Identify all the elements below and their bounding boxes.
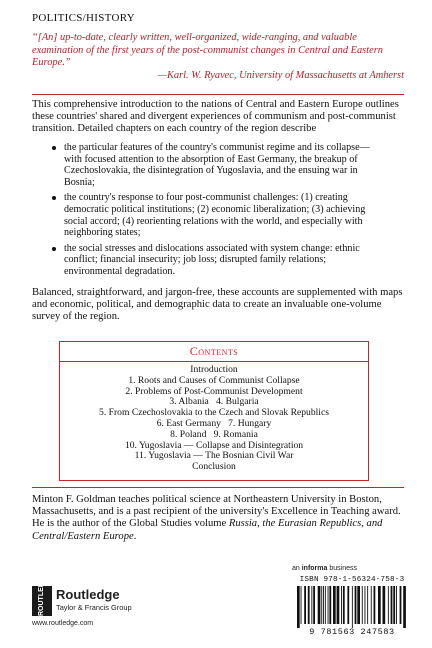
contents-item: 5. From Czechoslovakia to the Czech and Slovak Republics [99, 407, 329, 419]
barcode-block [293, 576, 411, 640]
author-bio-text: Minton F. Goldman teaches political science at Northeastern University in Boston, Massachusetts, and is a past recipient of the university's Excellence in Teaching award. He is the author of the Global Studies volume [32, 494, 401, 530]
contents-heading: Contents [189, 344, 239, 358]
contents-item: Conclusion [192, 461, 236, 473]
author-bio [32, 494, 408, 543]
barcode-icon [293, 586, 411, 628]
ean-number: 9 781563 247583 [309, 627, 395, 637]
list-item: the country's response to four post-communist challenges: (1) creating democratic political institutions; (2) economic liberalization; (3) achieving social accord; (4) reorienting relations with the world, and especially with neighboring states; [52, 192, 372, 238]
publisher-name: Routledge [56, 587, 120, 602]
list-item: the particular features of the country's communist regime and its collapse—with focused attention to the absorption of East Germany, the breakup of Czechoslovakia, the disintegration of Yugoslavia, and the ensuing war in Bosnia; [52, 142, 372, 188]
contents-item: 2. Problems of Post-Communist Development [125, 385, 303, 397]
contents-box [59, 341, 369, 481]
contents-divider [60, 361, 368, 362]
contents-list [60, 365, 368, 473]
contents-item: 10. Yugoslavia — Collapse and Disintegration [124, 439, 304, 451]
category-label: POLITICS/HISTORY [32, 12, 135, 24]
bullet-icon [52, 146, 56, 150]
publisher-spine-mark: ROUTLEDGE [32, 586, 52, 616]
isbn-number: ISBN 978-1-56324-758-3 [299, 576, 405, 584]
quote-text: “[An] up-to-date, clearly written, well-organized, wide-ranging, and valuable examination of the first years of the post-communist changes in Central and Eastern Europe.” [32, 32, 383, 69]
intro-paragraph: This comprehensive introduction to the nations of Central and Eastern Europe outlines these countries' shared and divergent experiences of communism and post-communist transition. Detailed chapters on each country of the region describe [32, 99, 399, 135]
bullet-icon [52, 196, 56, 200]
informa-tagline: an informa business [292, 565, 357, 572]
contents-item: 3. Albania 4. Bulgaria [169, 396, 259, 408]
publisher-url: www.routledge.com [32, 620, 94, 627]
contents-item: 11. Yugoslavia — The Bosnian Civil War [134, 450, 294, 462]
list-item: the social stresses and dislocations associated with system change: ethnic conflict; financial insecurity; job loss; disrupted family relations; environmental degradation. [52, 243, 372, 278]
summary-paragraph: Balanced, straightforward, and jargon-free, these accounts are supplemented with maps and economic, political, and demographic data to create an invaluable one-volume survey of the region. [32, 287, 403, 323]
endorsement-quote [32, 32, 404, 82]
contents-item: 6. East Germany 7. Hungary [156, 417, 272, 429]
contents-item: 8. Poland 9. Romania [170, 428, 258, 440]
informa-brand: informa [301, 565, 328, 572]
bullet-icon [52, 247, 56, 251]
divider-bottom [32, 487, 404, 488]
feature-list [52, 142, 372, 282]
publisher-group: Taylor & Francis Group [56, 603, 132, 612]
contents-item: 1. Roots and Causes of Communist Collapse [128, 374, 300, 386]
author-bio-end: . [133, 530, 137, 542]
author-book-title: Russia, the Eurasian Republics, and Central/Eastern Europe [32, 518, 383, 542]
divider-top [32, 94, 404, 95]
contents-item: Introduction [190, 364, 238, 375]
quote-attribution: —Karl. W. Ryavec, University of Massachusetts at Amherst [157, 69, 404, 81]
